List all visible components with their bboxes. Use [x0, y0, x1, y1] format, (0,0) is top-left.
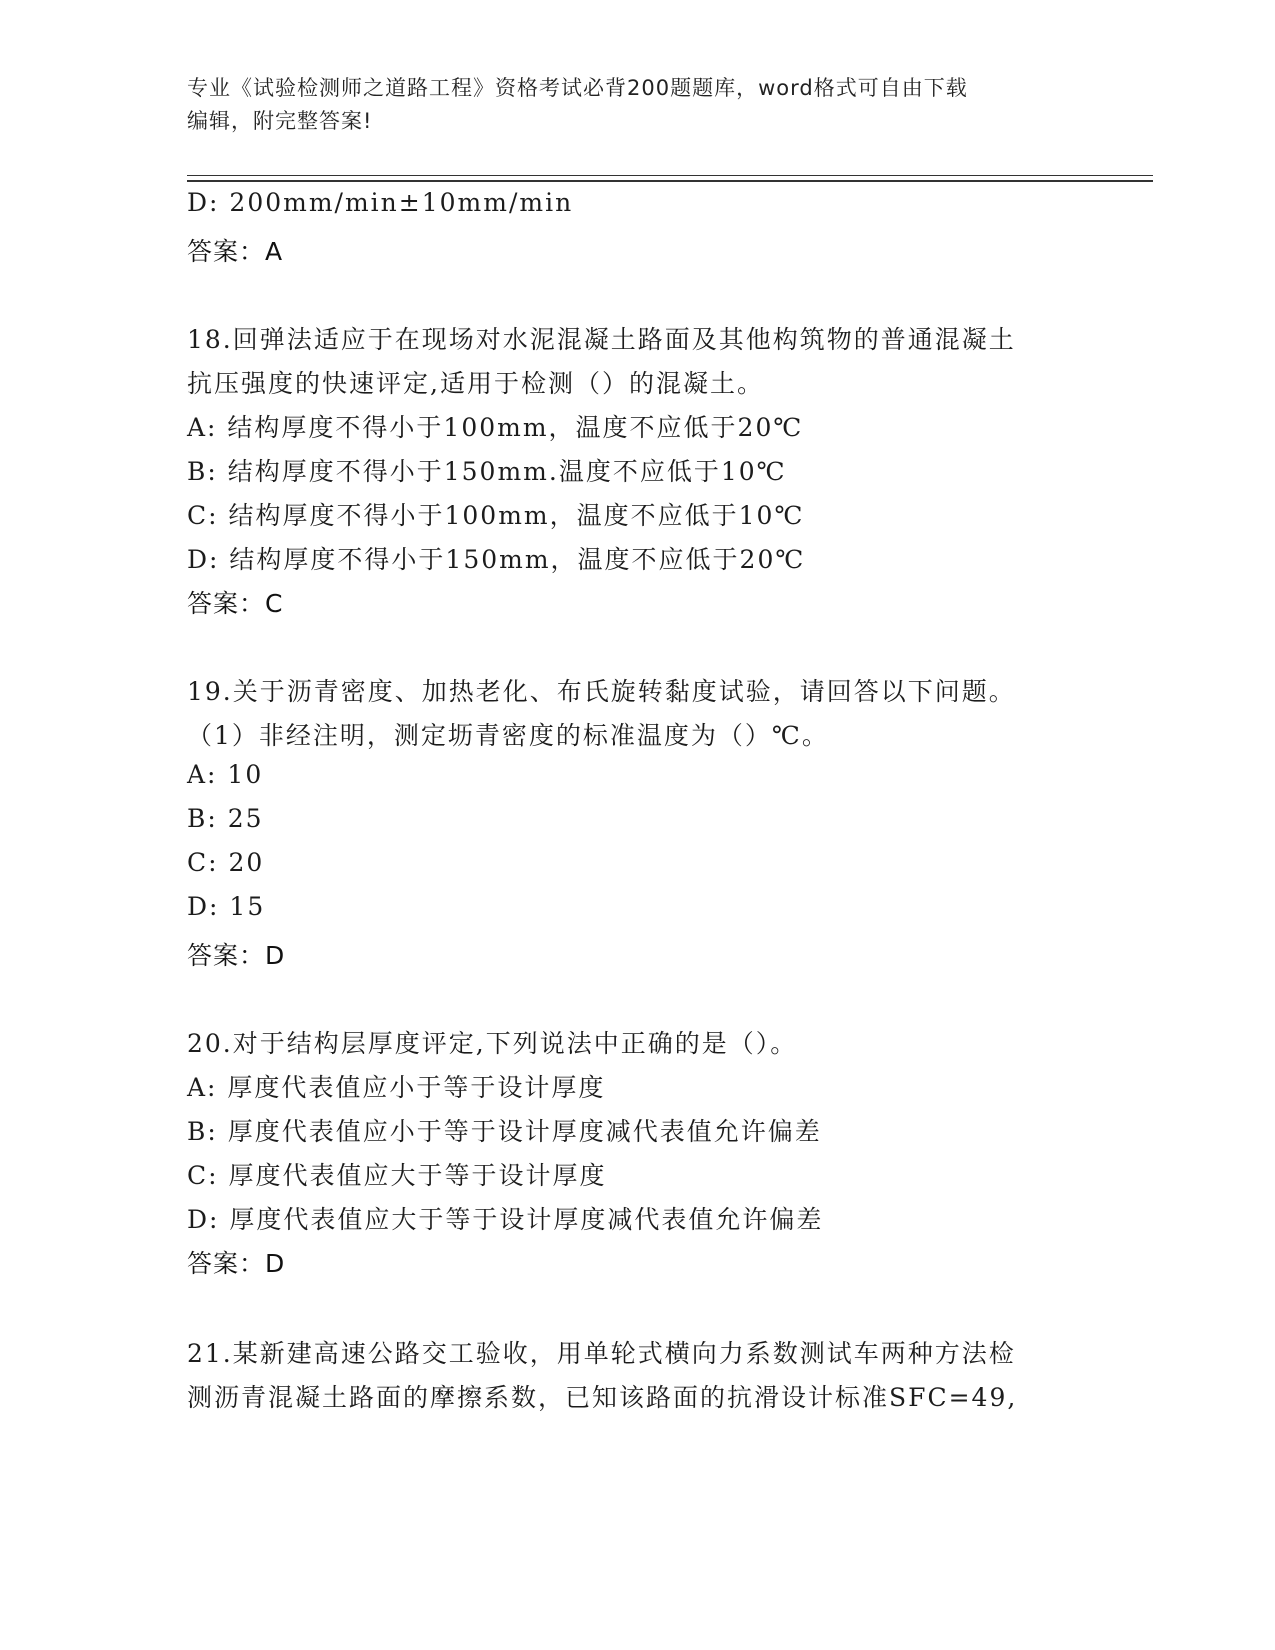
q19-stem-line-1: 19.关于沥青密度、加热老化、布氏旋转黏度试验，请回答以下问题。	[187, 677, 1016, 706]
q18-option-a: A: 结构厚度不得小于100mm，温度不应低于20℃	[187, 413, 804, 442]
header-divider-thin	[187, 175, 1153, 176]
q19-option-c: C: 20	[187, 848, 265, 877]
q18-answer: 答案：C	[187, 589, 284, 618]
q19-option-a: A: 10	[187, 760, 264, 789]
q20-answer: 答案：D	[187, 1249, 286, 1278]
q18-option-b: B: 结构厚度不得小于150mm.温度不应低于10℃	[187, 457, 787, 486]
header-title-line-2: 编辑，附完整答案!	[187, 109, 373, 133]
q18-option-d: D: 结构厚度不得小于150mm，温度不应低于20℃	[187, 545, 806, 574]
header-divider-thick	[187, 180, 1153, 182]
q20-option-d: D: 厚度代表值应大于等于设计厚度减代表值允许偏差	[187, 1205, 824, 1234]
q21-stem-line-2: 测沥青混凝土路面的摩擦系数，已知该路面的抗滑设计标准SFC=49,	[187, 1383, 1018, 1412]
q19-answer: 答案：D	[187, 941, 286, 970]
q19-option-d: D: 15	[187, 892, 266, 921]
q20-stem-line-1: 20.对于结构层厚度评定,下列说法中正确的是（）。	[187, 1029, 798, 1058]
q17-option-d: D: 200mm/min±10mm/min	[187, 188, 574, 217]
q18-stem-line-1: 18.回弹法适应于在现场对水泥混凝土路面及其他构筑物的普通混凝土	[187, 325, 1016, 354]
q20-option-c: C: 厚度代表值应大于等于设计厚度	[187, 1161, 607, 1190]
q19-option-b: B: 25	[187, 804, 264, 833]
q17-answer: 答案：A	[187, 237, 284, 266]
q21-stem-line-1: 21.某新建高速公路交工验收，用单轮式横向力系数测试车两种方法检	[187, 1339, 1016, 1368]
q20-option-a: A: 厚度代表值应小于等于设计厚度	[187, 1073, 606, 1102]
q18-option-c: C: 结构厚度不得小于100mm，温度不应低于10℃	[187, 501, 805, 530]
document-header	[187, 72, 1087, 138]
q20-option-b: B: 厚度代表值应小于等于设计厚度减代表值允许偏差	[187, 1117, 822, 1146]
q19-stem-line-2: （1）非经注明，测定坜青密度的标准温度为（）℃。	[187, 721, 829, 750]
header-title-line-1: 专业《试验检测师之道路工程》资格考试必背200题题库，word格式可自由下载	[187, 76, 968, 100]
q18-stem-line-2: 抗压强度的快速评定,适用于检测（）的混凝土。	[187, 369, 764, 398]
